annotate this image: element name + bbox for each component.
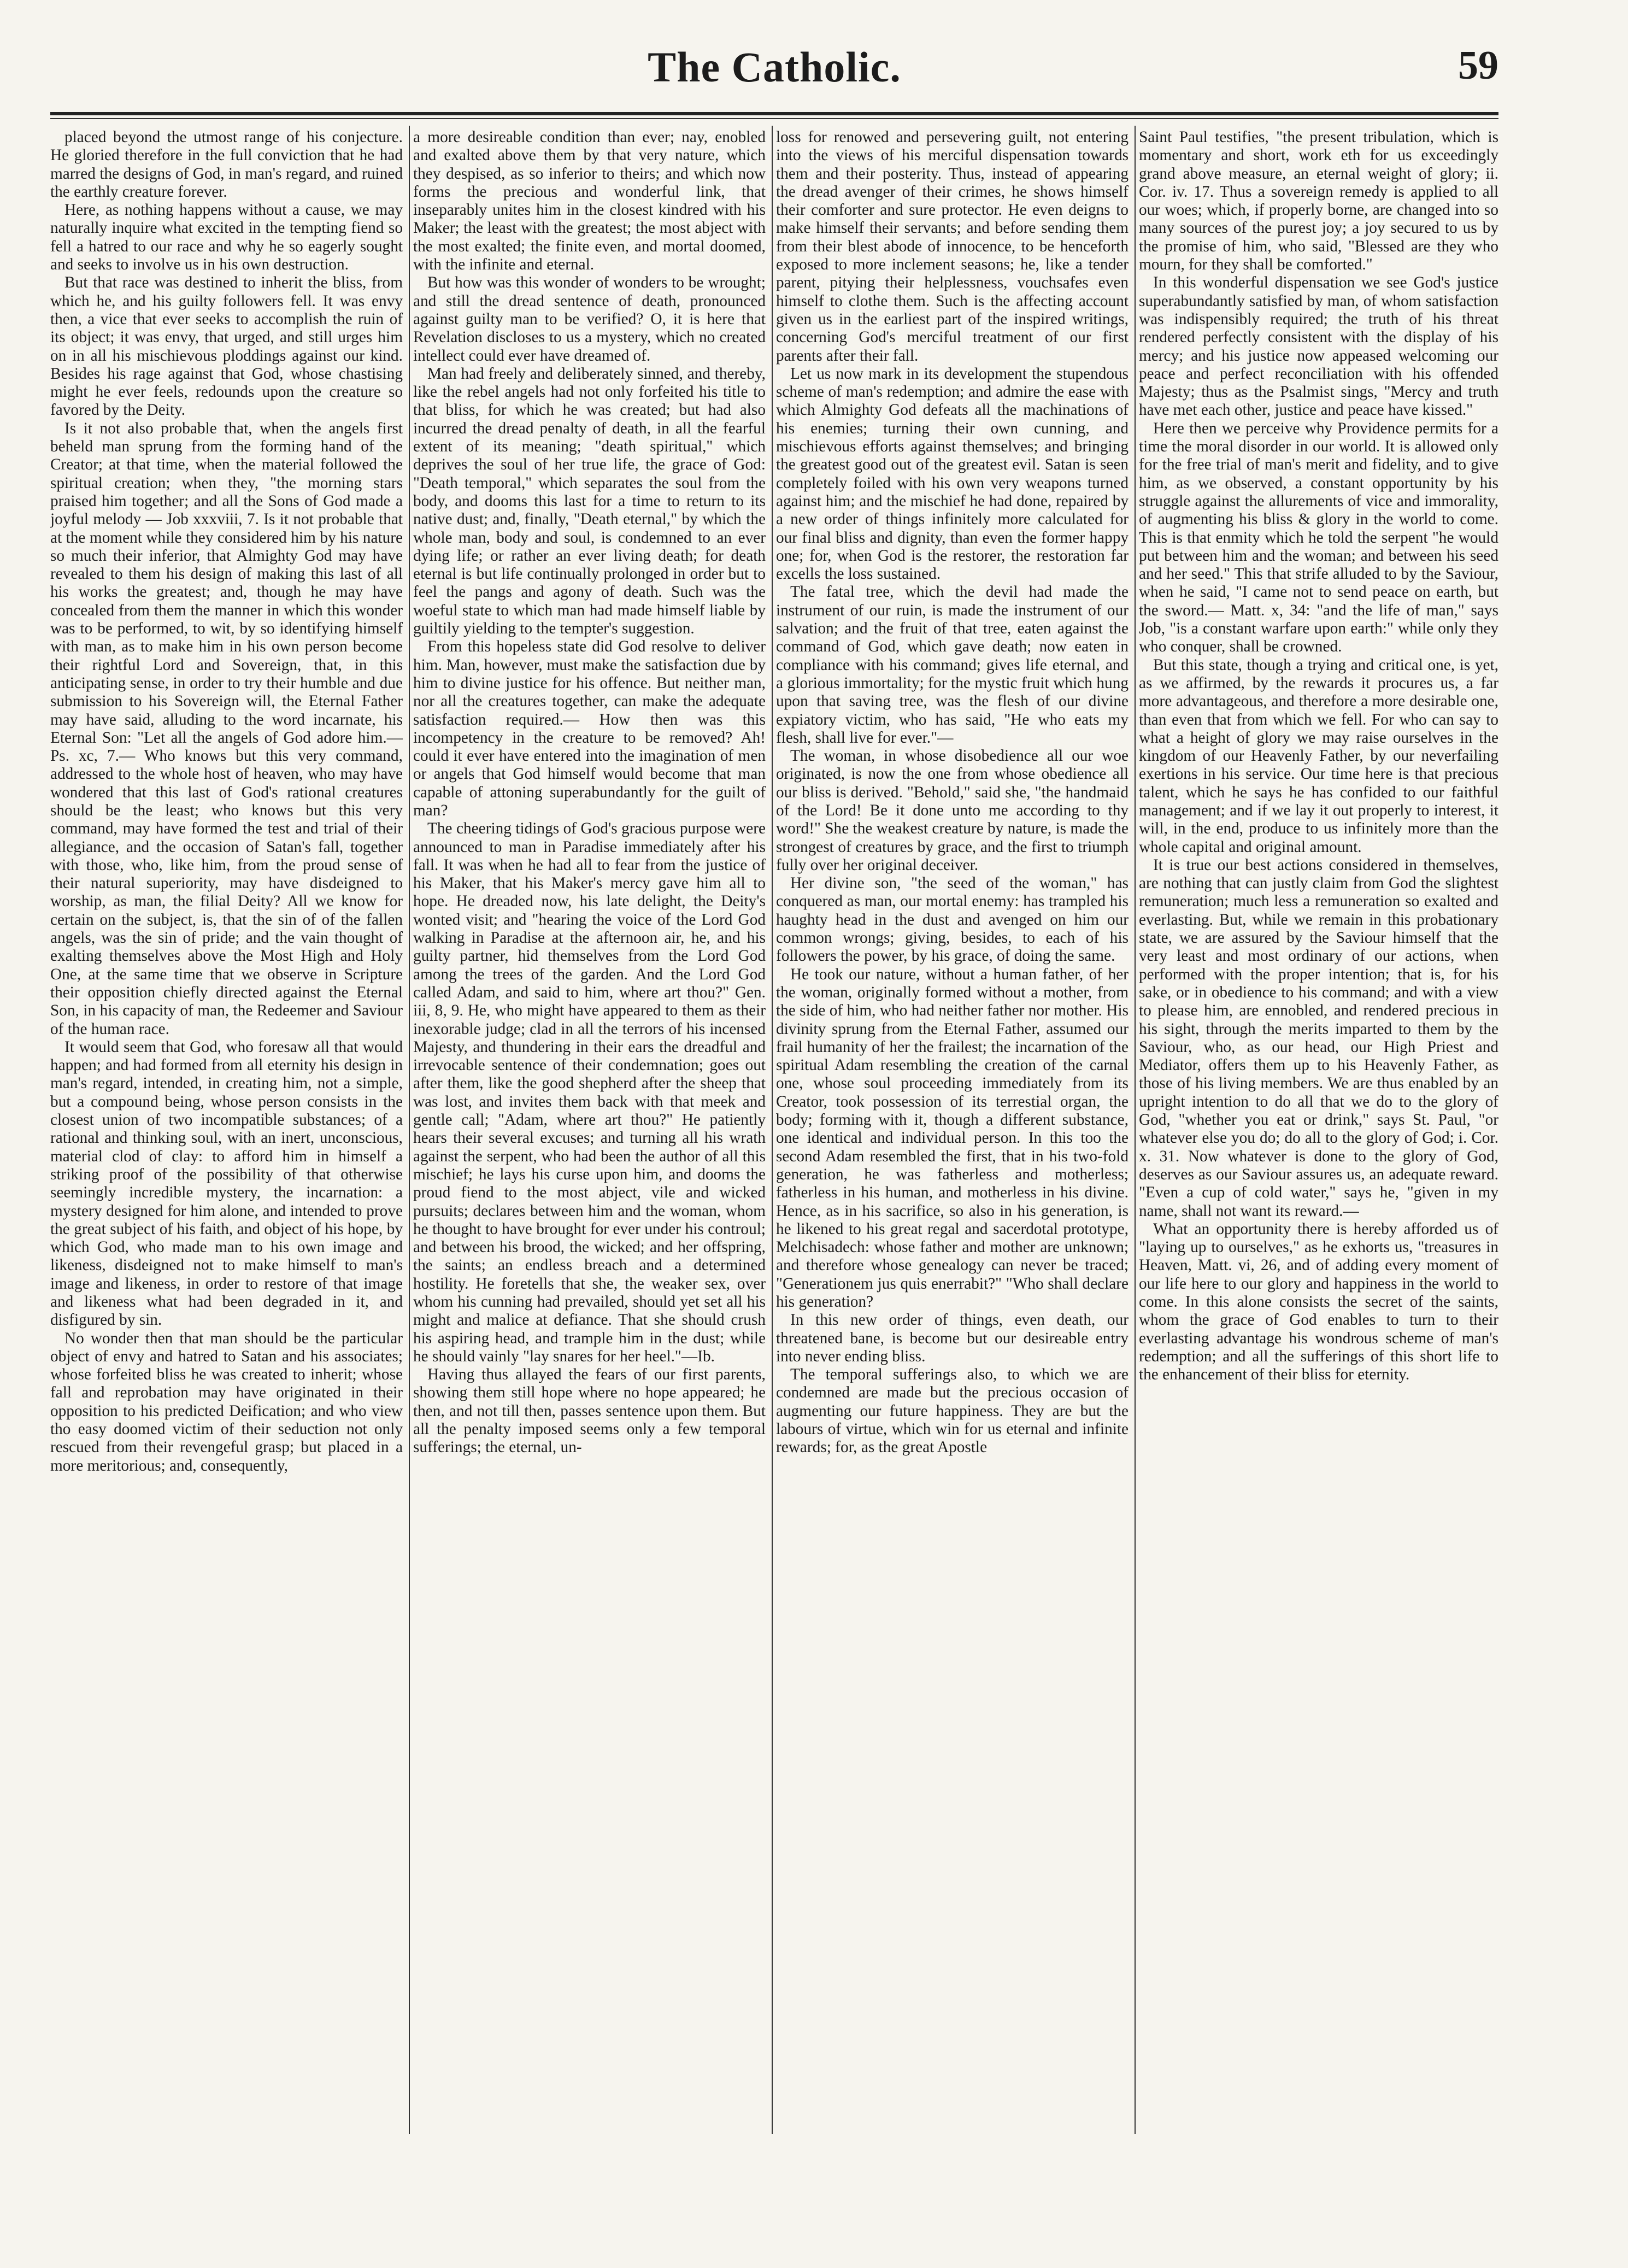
paragraph: But that race was destined to inherit the bliss, from which he, and his guilty followers fell. It was envy then, a vice that ever seeks to accomplish the ruin of its object; it was envy, that urged, and still urges him on in all his mischievous ploddings against our kind. Besides his rage against that God, whose chastising might he ever feels, redounds upon the creature so favored by the Deity.	[50, 274, 403, 419]
paragraph: But how was this wonder of wonders to be wrought; and still the dread sentence of death, pronounced against guilty man to be verified? O, it is here that Revelation discloses to us a mystery, which no created intellect could ever have dreamed of.	[413, 274, 766, 365]
paragraph: The woman, in whose disobedience all our woe originated, is now the one from whose obedience all our bliss is derived. "Behold," said she, "the handmaid of the Lord! Be it done unto me according to thy word!" She the weakest creature by nature, is made the strongest of creatures by grace, and the first to triumph fully over her original deceiver.	[776, 747, 1129, 874]
text-column-2	[413, 128, 766, 2134]
page-header	[50, 38, 1498, 104]
column-divider	[1135, 126, 1136, 2134]
paragraph: Here, as nothing happens without a cause, we may naturally inquire what excited in the tempting fiend so fell a hatred to our race and why he so eagerly sought and seeks to involve us in his own destruction.	[50, 201, 403, 274]
text-column-3	[776, 128, 1129, 2134]
column-divider	[772, 126, 773, 2134]
paragraph: What an opportunity there is hereby afforded us of "laying up to ourselves," as he exhorts us, "treasures in Heaven, Matt. vi, 26, and of adding every moment of our life here to our glory and happiness in the world to come. In this alone consists the secret of the saints, whom the grace of God enables to turn to their everlasting advantage his wondrous scheme of man's redemption; and all the sufferings of this short life to the enhancement of their bliss for eternity.	[1139, 1220, 1498, 1384]
paragraph: It is true our best actions considered in themselves, are nothing that can justly claim from God the slightest remuneration; much less a remuneration so exalted and everlasting. But, while we remain in this probationary state, we are assured by the Saviour himself that the very least and most ordinary of our actions, when performed with the proper intention; that is, for his sake, or in obedience to his command; and with a view to please him, are ennobled, and rendered precious in his sight, through the merits imparted to them by the Saviour, who, as our head, our High Priest and Mediator, offers them up to his Heavenly Father, as those of his living members. We are thus enabled by an upright intention to do all that we do to the glory of God, "whether you eat or drink," says St. Paul, "or whatever else you do; do all to the glory of God; i. Cor. x. 31. Now whatever is done to the glory of God, deserves as our Saviour assures us, an adequate reward. "Even a cup of cold water," says he, "given in my name, shall not want its reward.—	[1139, 856, 1498, 1220]
paragraph: He took our nature, without a human father, of her the woman, originally formed without a mother, from the side of him, who had neither father nor mother. His divinity sprung from the Eternal Father, assumed our frail humanity of her the frailest; the incarnation of the spiritual Adam resembling the creation of the carnal one, whose soul proceeding immediately from its Creator, took possession of its terrestial organ, the body; forming with it, though a different substance, one identical and individual person. In this too the second Adam resembled the first, that in his two-fold generation, he was fatherless and motherless; fatherless in his human, and motherless in his divine. Hence, as in his sacrifice, so also in his generation, is he likened to his great regal and sacerdotal prototype, Melchisadech: whose father and mother are unknown; and therefore whose genealogy can never be traced; "Generationem jus quis enerrabit?" "Who shall declare his generation?	[776, 965, 1129, 1311]
paragraph: The fatal tree, which the devil had made the instrument of our ruin, is made the instrument of our salvation; and the fruit of that tree, eaten against the command of God, which gave death; now eaten in compliance with his command; gives life eternal, and a glorious immortality; for the mystic fruit which hung upon that saving tree, was the flesh of our divine expiatory victim, who has said, "He who eats my flesh, shall live for ever."—	[776, 583, 1129, 747]
column-divider	[409, 126, 410, 2134]
text-column-1	[50, 128, 403, 2134]
paragraph: The temporal sufferings also, to which we are condemned are made but the precious occasion of augmenting our future happiness. They are but the labours of virtue, which win for us eternal and infinite rewards; for, as the great Apostle	[776, 1366, 1129, 1456]
paragraph: loss for renowed and persevering guilt, not entering into the views of his merciful dispensation towards them and their posterity. Thus, instead of appearing the dread avenger of their crimes, he shows himself their comforter and sure protector. He even deigns to make himself their servants; and before sending them from their blest abode of innocence, to be henceforth exposed to more inclement seasons; he, like a tender parent, pitying their helplessness, vouchsafes even himself to clothe them. Such is the affecting account given us in the earliest part of the inspired writings, concerning God's merciful treatment of our first parents after their fall.	[776, 128, 1129, 365]
page-title: The Catholic.	[648, 43, 901, 91]
paragraph: In this new order of things, even death, our threatened bane, is become but our desireable entry into never ending bliss.	[776, 1311, 1129, 1365]
paragraph: Is it not also probable that, when the angels first beheld man sprung from the forming hand of the Creator; at that time, when the material followed the spiritual creation; when they, "the morning stars praised him together; and all the Sons of God made a joyful melody — Job xxxviii, 7. Is it not probable that at the moment while they considered him by his nature so much their inferior, that Almighty God may have revealed to them his design of making this last of all his works the greatest; and, though he may have concealed from them the manner in which this wonder was to be performed, to wit, by so identifying himself with man, as to make him in his own person become their rightful Lord and Sovereign, that, in this anticipating sense, in order to try their humble and due submission to his Sovereign will, the Eternal Father may have said, alluding to the word incarnate, his Eternal Son: "Let all the angels of God adore him.—Ps. xc, 7.— Who knows but this very command, addressed to the whole host of heaven, who may have wondered that this last of God's rational creatures should be the least; who knows but this very command, may have formed the test and trial of their allegiance, and the occasion of Satan's fall, together with those, who, like him, from the proud sense of their natural superiority, may have disdeigned to worship, as man, the filial Deity? All we know for certain on the subject, is, that the sin of of the fallen angels, was the sin of pride; and the vain thought of exalting themselves above the Most High and Holy One, at the same time that we observe in Scripture their opposition chiefly directed against the Eternal Son, in his capacity of man, the Redeemer and Saviour of the human race.	[50, 419, 403, 1038]
paragraph: Here then we perceive why Providence permits for a time the moral disorder in our world. It is allowed only for the free trial of man's merit and fidelity, and to give him, as we observed, a constant opportunity by his struggle against the allurements of vice and immorality, of augmenting his bliss & glory in the world to come. This is that enmity which he told the serpent "he would put between him and the woman; and between his seed and her seed." This that strife alluded to by the Saviour, when he said, "I came not to send peace on earth, but the sword.— Matt. x, 34: "and the life of man," says Job, "is a constant warfare upon earth:" while only they who conquer, shall be crowned.	[1139, 419, 1498, 656]
text-column-4	[1139, 128, 1498, 2134]
paragraph: placed beyond the utmost range of his conjecture. He gloried therefore in the full conviction that he had marred the designs of God, in man's regard, and ruined the earthly creature forever.	[50, 128, 403, 201]
header-rule-thin	[50, 118, 1498, 119]
page-number: 59	[1458, 43, 1498, 88]
paragraph: The cheering tidings of God's gracious purpose were announced to man in Paradise immediately after his fall. It was when he had all to fear from the justice of his Maker, that his Maker's mercy gave him all to hope. He dreaded now, his late delight, the Deity's wonted visit; and "hearing the voice of the Lord God walking in Paradise at the afternoon air, he, and his guilty partner, hid themselves from the Lord God among the trees of the garden. And the Lord God called Adam, and said to him, where art thou?" Gen. iii, 8, 9. He, who might have appeared to them as their inexorable judge; clad in all the terrors of his incensed Majesty, and thundering in their ears the dreadful and irrevocable sentence of their condemnation; goes out after them, like the good shepherd after the sheep that was lost, and invites them back with that meek and gentle call; "Adam, where art thou?" He patiently hears their several excuses; and turning all his wrath against the serpent, who had been the author of all this mischief; he lays his curse upon him, and dooms the proud fiend to the most abject, vile and wicked pursuits; declares between him and the woman, whom he thought to have brought for ever under his controul; and between his brood, the wicked; and her offspring, the saints; an endless breach and a determined hostility. He foretells that she, the weaker sex, over whom his cunning had prevailed, should yet set all his might and malice at defiance. That she should crush his aspiring head, and trample him in the dust; while he should vainly "lay snares for her heel."—Ib.	[413, 820, 766, 1365]
paragraph: Her divine son, "the seed of the woman," has conquered as man, our mortal enemy: has trampled his haughty head in the dust and avenged on him our common wrongs; giving, besides, to each of his followers the power, by his grace, of doing the same.	[776, 874, 1129, 965]
header-rule	[50, 112, 1498, 115]
paragraph: Saint Paul testifies, "the present tribulation, which is momentary and short, work eth for us exceedingly grand above measure, an eternal weight of glory; ii. Cor. iv. 17. Thus a sovereign remedy is applied to all our woes; which, if properly borne, are changed into so many sources of the purest joy; a joy secured to us by the promise of him, who said, "Blessed are they who mourn, for they shall be comforted."	[1139, 128, 1498, 274]
paragraph: Man had freely and deliberately sinned, and thereby, like the rebel angels had not only forfeited his title to that bliss, for which he was created; but had also incurred the dread penalty of death, in all the fearful extent of its meaning; "death spiritual," which deprives the soul of her true life, the grace of God: "Death temporal," which separates the soul from the body, and dooms this last for a time to return to its native dust; and, finally, "Death eternal," by which the whole man, body and soul, is condemned to an ever dying life; or rather an ever living death; for death eternal is but life continually prolonged in order but to feel the pangs and agony of death. Such was the woeful state to which man had made himself liable by guiltily yielding to the tempter's suggestion.	[413, 365, 766, 638]
paragraph: Let us now mark in its development the stupendous scheme of man's redemption; and admire the ease with which Almighty God defeats all the machinations of his enemies; turning their own cunning, and mischievous efforts against themselves; and bringing the greatest good out of the greatest evil. Satan is seen completely foiled with his own very weapons turned against him; and the mischief he had done, repaired by a new order of things infinitely more calculated for our final bliss and dignity, than even the former happy one; for, when God is the restorer, the restoration far excells the loss sustained.	[776, 365, 1129, 583]
paragraph: In this wonderful dispensation we see God's justice superabundantly satisfied by man, of whom satisfaction was indispensibly required; the truth of his threat rendered perfectly consistent with the display of his mercy; and his justice now appeased welcoming our peace and perfect reconciliation with his offended Majesty; thus as the Psalmist sings, "Mercy and truth have met each other, justice and peace have kissed."	[1139, 274, 1498, 419]
paragraph: From this hopeless state did God resolve to deliver him. Man, however, must make the satisfaction due by him to divine justice for his offence. But neither man, nor all the creatures together, can make the adequate satisfaction required.— How then was this incompetency in the creature to be removed? Ah! could it ever have entered into the imagination of men or angels that God himself would become that man capable of attoning superabundantly for the guilt of man?	[413, 638, 766, 819]
paragraph: But this state, though a trying and critical one, is yet, as we affirmed, by the rewards it procures us, a far more advantageous, and therefore a more desirable one, than even that from which we fell. For who can say to what a height of glory we may raise ourselves in the kingdom of our Heavenly Father, by our neverfailing exertions in his service. Our time here is that precious talent, which he says he has confided to our faithful management; and if we lay it out properly to interest, it will, in the end, produce to us infinitely more than the whole capital and original amount.	[1139, 656, 1498, 856]
paragraph: It would seem that God, who foresaw all that would happen; and had formed from all eternity his design in man's regard, intended, in creating him, not a simple, but a compound being, whose person consists in the closest union of two incompatible substances; of a rational and thinking soul, with an inert, unconscious, material clod of clay: to afford him in himself a striking proof of the possibility of that otherwise seemingly incredible mystery, the incarnation: a mystery designed for him alone, and intended to prove the great subject of his faith, and object of his hope, by which God, who made man to his own image and likeness, disdeigned not to make himself to man's image and likeness, in order to restore of that image and likeness what had been degraded in it, and disfigured by sin.	[50, 1038, 403, 1329]
paragraph: Having thus allayed the fears of our first parents, showing them still hope where no hope appeared; he then, and not till then, passes sentence upon them. But all the penalty imposed seems only a few temporal sufferings; the eternal, un-	[413, 1366, 766, 1456]
paragraph: a more desireable condition than ever; nay, enobled and exalted above them by that very nature, which they despised, as so inferior to theirs; and which now forms the precious and wonderful link, that inseparably unites him in the closest kindred with his Maker; the least with the greatest; the most abject with the most exalted; the finite even, and mortal doomed, with the infinite and eternal.	[413, 128, 766, 274]
paragraph: No wonder then that man should be the particular object of envy and hatred to Satan and his associates; whose forfeited bliss he was created to inherit; whose fall and reprobation may have originated in their opposition to his predicted Deification; and who view tho easy doomed victim of their seduction not only rescued from their revengeful grasp; but placed in a more meritorious; and, consequently,	[50, 1329, 403, 1474]
